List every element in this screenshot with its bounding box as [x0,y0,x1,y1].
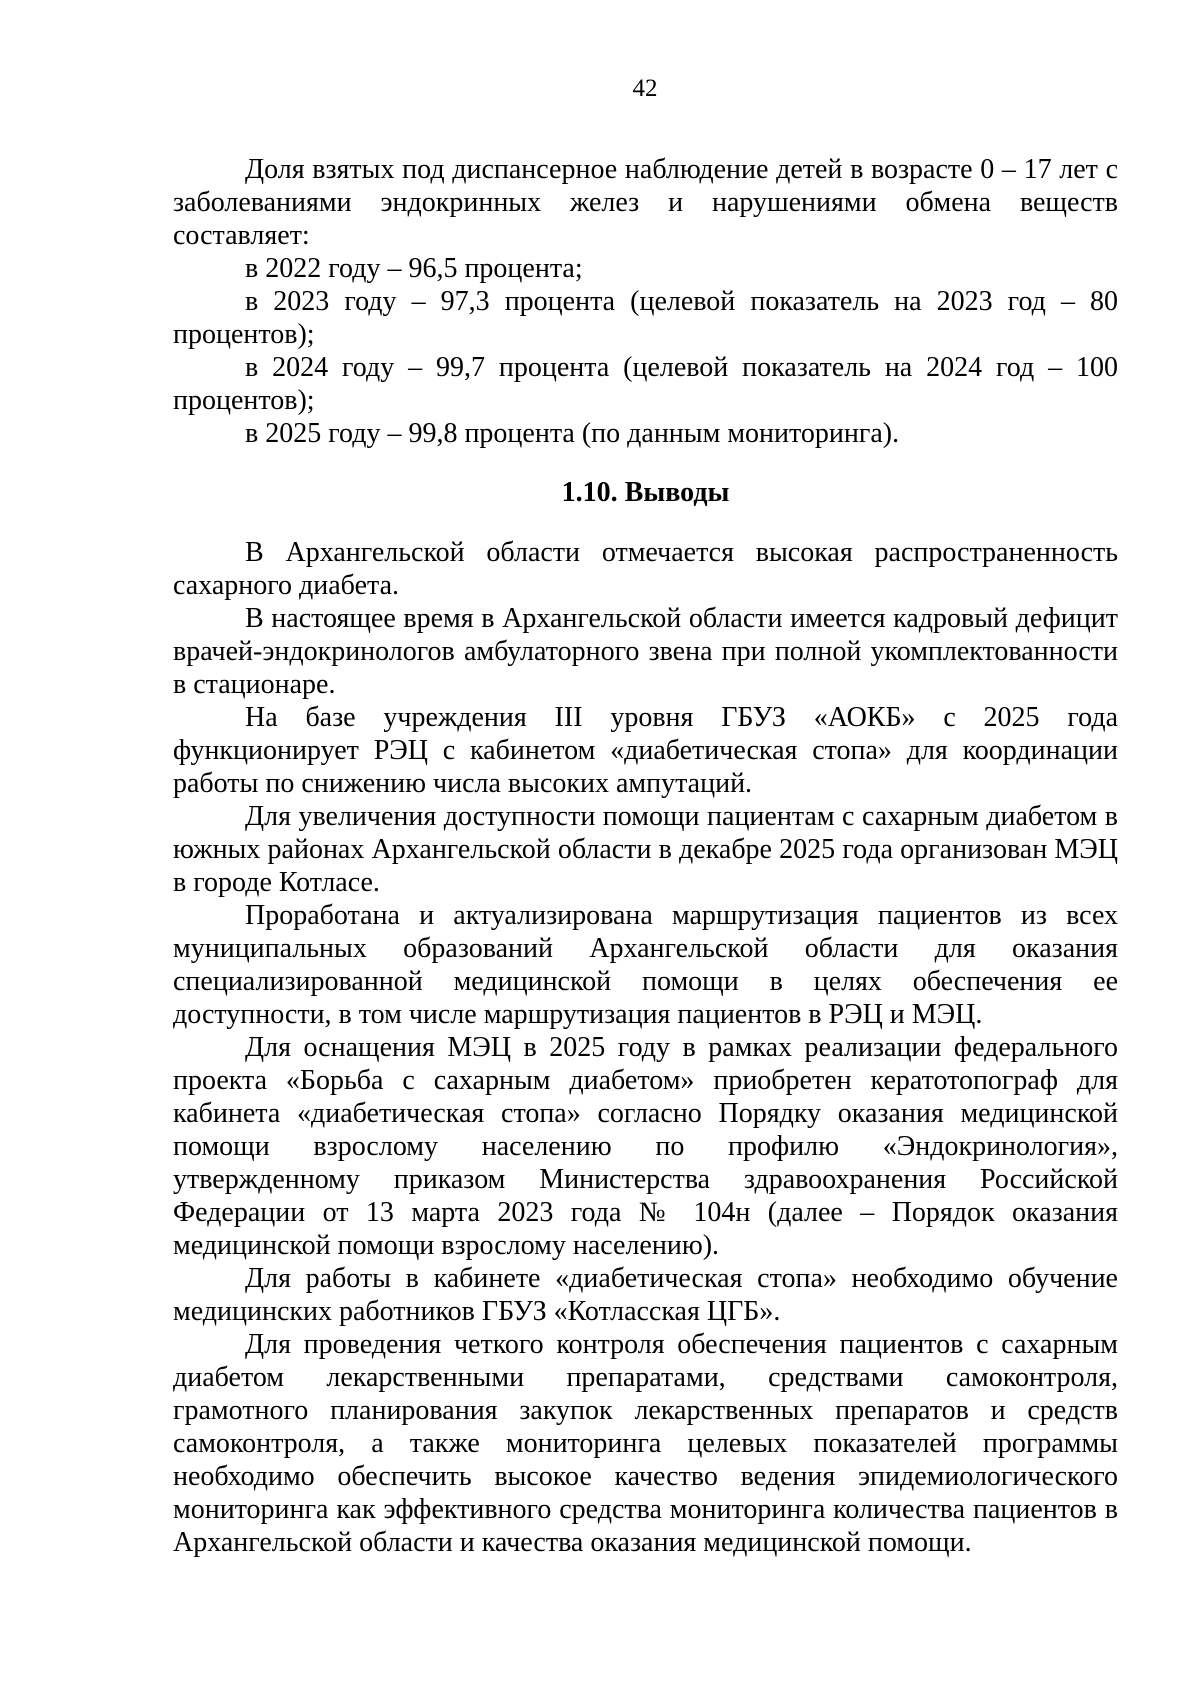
intro-year-2025: в 2025 году – 99,8 процента (по данным мониторинга). [245,418,900,449]
conclusion-paragraph-6: Для оснащения МЭЦ в 2025 году в рамках реализации федерального проекта «Борьба с сахарным диабетом» приобретен кератотопограф для кабинета «диабетическая стопа» согласно Порядку оказания медицинской помощи взрослому населению по профилю «Эндокринология», утвержденному приказом Министерства здравоохранения Российской Федерации от 13 марта 2023 года № 104н (далее – Порядок оказания медицинской помощи взрослому населению). [173,1032,1118,1261]
page-number: 42 [632,75,658,102]
intro-year-2022: в 2022 году – 96,5 процента; [245,253,583,284]
intro-year-2024: в 2024 году – 99,7 процента (целевой показатель на 2024 год – 100 процентов); [173,352,1118,416]
conclusion-paragraph-1: В Архангельской области отмечается высокая распространенность сахарного диабета. [173,537,1118,601]
conclusion-paragraph-2: В настоящее время в Архангельской области имеется кадровый дефицит врачей-эндокринологов амбулаторного звена при полной укомплектованности в стационаре. [173,603,1118,700]
page-content [173,153,1118,1559]
conclusion-paragraph-5: Проработана и актуализирована маршрутизация пациентов из всех муниципальных образований Архангельской области для оказания специализированной медицинской помощи в целях обеспечения ее доступности, в том числе маршрутизация пациентов в РЭЦ и МЭЦ. [173,900,1118,1030]
conclusion-paragraph-3: На базе учреждения III уровня ГБУЗ «АОКБ» с 2025 года функционирует РЭЦ с кабинетом «диабетическая стопа» для координации работы по снижению числа высоких ампутаций. [173,702,1118,799]
conclusion-paragraph-8: Для проведения четкого контроля обеспечения пациентов с сахарным диабетом лекарственными препаратами, средствами самоконтроля, грамотного планирования закупок лекарственных препаратов и средств самоконтроля, а также мониторинга целевых показателей программы необходимо обеспечить высокое качество ведения эпидемиологического мониторинга как эффективного средства мониторинга количества пациентов в Архангельской области и качества оказания медицинской помощи. [173,1329,1118,1558]
section-heading: 1.10. Выводы [561,477,730,508]
intro-year-2023: в 2023 году – 97,3 процента (целевой показатель на 2023 год – 80 процентов); [173,286,1118,350]
conclusion-paragraph-7: Для работы в кабинете «диабетическая стопа» необходимо обучение медицинских работников ГБУЗ «Котласская ЦГБ». [173,1263,1118,1327]
intro-paragraph: Доля взятых под диспансерное наблюдение детей в возрасте 0 – 17 лет с заболеваниями эндокринных желез и нарушениями обмена веществ составляет: [173,154,1118,251]
conclusion-paragraph-4: Для увеличения доступности помощи пациентам с сахарным диабетом в южных районах Архангельской области в декабре 2025 года организован МЭЦ в городе Котласе. [173,801,1118,898]
